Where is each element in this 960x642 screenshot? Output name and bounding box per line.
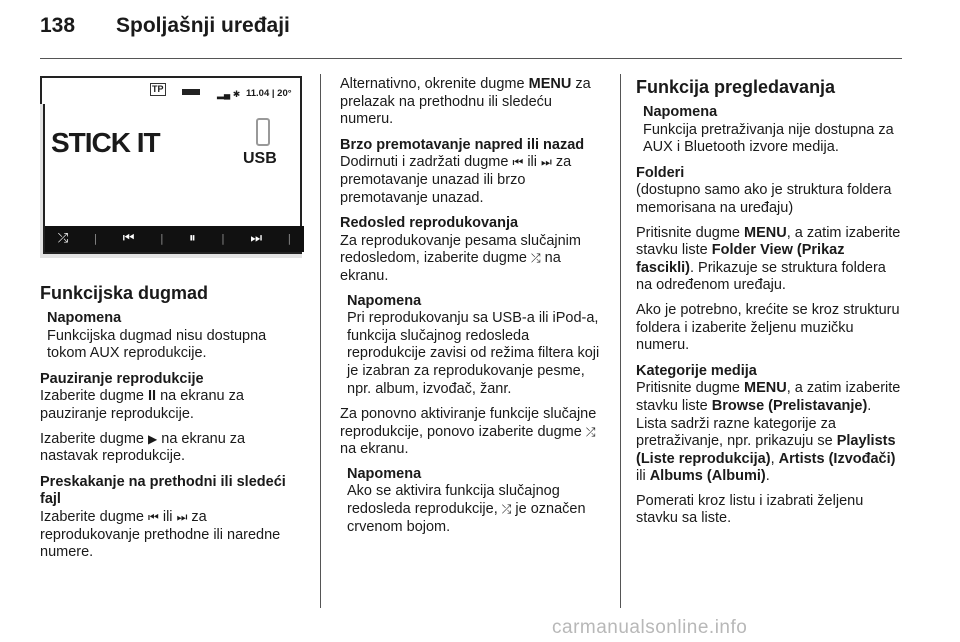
page-title: Spoljašnji uređaji — [116, 14, 290, 37]
subheading: Kategorije medija — [636, 362, 757, 379]
next-icon: ⏭ — [250, 231, 263, 247]
infotainment-screen-image — [40, 76, 302, 258]
paragraph: Alternativno, okrenite dugme MENU za prelazak na prethodnu ili sledeću numeru. — [340, 76, 591, 128]
shuffle-icon: ⤮ — [531, 251, 541, 266]
note: Napomena Funkcijska dugmad nisu dostupna tokom AUX reprodukcije. — [47, 310, 267, 362]
screen-content — [43, 104, 302, 254]
signal-icon: ▂▄ ✱ — [217, 89, 241, 99]
column-1 — [40, 76, 306, 569]
shuffle-icon: ⤮ — [585, 424, 596, 439]
subheading: Brzo premotavanje napred ili nazad — [340, 136, 585, 153]
paragraph: Ako je potrebno, krećite se kroz strukturu foldera i izaberite željenu muzičku numeru. — [636, 301, 900, 354]
previous-icon: ⏮ — [148, 509, 159, 524]
subheading: Pauziranje reprodukcije — [40, 370, 204, 387]
paragraph: Izaberite dugme II na ekranu za pauziranje reprodukcije. — [40, 388, 244, 422]
paragraph: Pomerati kroz listu i izabrati željenu stavku sa liste. — [636, 492, 864, 527]
play-icon: ▶ — [148, 431, 158, 446]
note: Napomena Funkcija pretraživanja nije dostupna za AUX i Bluetooth izvore medija. — [643, 104, 894, 156]
status-bar — [40, 76, 302, 104]
subheading: Folderi — [636, 164, 685, 181]
usb-stick-icon — [256, 118, 270, 146]
previous-icon: ⏮ — [122, 231, 135, 247]
note: Napomena Ako se aktivira funkcija slučajnog redosleda reprodukcije, ⤮ je označen crvenom bojom. — [347, 465, 586, 535]
paragraph: (dostupno samo ako je struktura foldera memorisana na uređaju) — [636, 182, 892, 216]
shuffle-icon: ⤮ — [57, 231, 69, 247]
page-number: 138 — [40, 14, 76, 37]
subheading: Preskakanje na prethodni ili sledeći fajl — [40, 473, 286, 508]
source-label: USB — [243, 150, 277, 167]
column-divider-2 — [620, 74, 621, 608]
note: Napomena Pri reprodukovanju sa USB-a ili iPod-a, funkcija slučajnog redosleda reprodukcije zavisi od režima filtera koji je izabran za reprodukovanje pesme, npr. album, izvođač, žanr. — [347, 292, 600, 397]
section-heading: Funkcija pregledavanja — [636, 77, 836, 97]
tp-indicator: TP — [152, 84, 164, 94]
page-header — [40, 14, 290, 38]
paragraph: Pritisnite dugme MENU, a zatim izaberite stavku liste Browse (Prelistavanje). Lista sadrži razne kategorije za pretraživanje, npr. prikazuju se Playlists (Liste reprodukcija), Artists (Izvođači) ili Albums (Albumi). — [636, 380, 901, 485]
playback-controls: ⤮ | ⏮ | ⏸ | ⏭ | — [45, 226, 304, 252]
pause-icon: ⏸ — [189, 231, 196, 247]
column-divider-1 — [320, 74, 321, 608]
clock-temp: 11.04 | 20° — [246, 88, 292, 99]
column-2 — [340, 76, 604, 544]
shuffle-icon: ⤮ — [501, 502, 512, 517]
next-icon: ⏭ — [176, 509, 188, 524]
paragraph: Za reprodukovanje pesama slučajnim redosledom, izaberite dugme ⤮ na ekranu. — [340, 232, 581, 284]
column-3 — [636, 76, 902, 535]
paragraph: Izaberite dugme ▶ na ekranu za nastavak reprodukcije. — [40, 430, 246, 465]
battery-icon — [182, 89, 200, 95]
header-rule — [40, 58, 902, 59]
paragraph: Za ponovno aktiviranje funkcije slučajne reprodukcije, ponovo izaberite dugme ⤮ na ekranu. — [340, 406, 597, 458]
paragraph: Izaberite dugme ⏮ ili ⏭ za reprodukovanje prethodne ili naredne numere. — [40, 508, 281, 561]
subheading: Redosled reprodukovanja — [340, 215, 519, 232]
paragraph: Pritisnite dugme MENU, a zatim izaberite stavku liste Folder View (Prikaz fascikli). Prikazuje se struktura foldera na određenom uređaju. — [636, 224, 901, 294]
section-heading: Funkcijska dugmad — [40, 283, 209, 303]
track-title: STICK IT — [51, 127, 160, 158]
previous-icon: ⏮ — [512, 155, 524, 170]
paragraph: Dodirnuti i zadržati dugme ⏮ ili ⏭ za premotavanje unazad ili brzo premotavanje unazad. — [340, 154, 572, 206]
next-icon: ⏭ — [541, 155, 552, 170]
watermark: carmanualsonline.info — [552, 617, 748, 638]
